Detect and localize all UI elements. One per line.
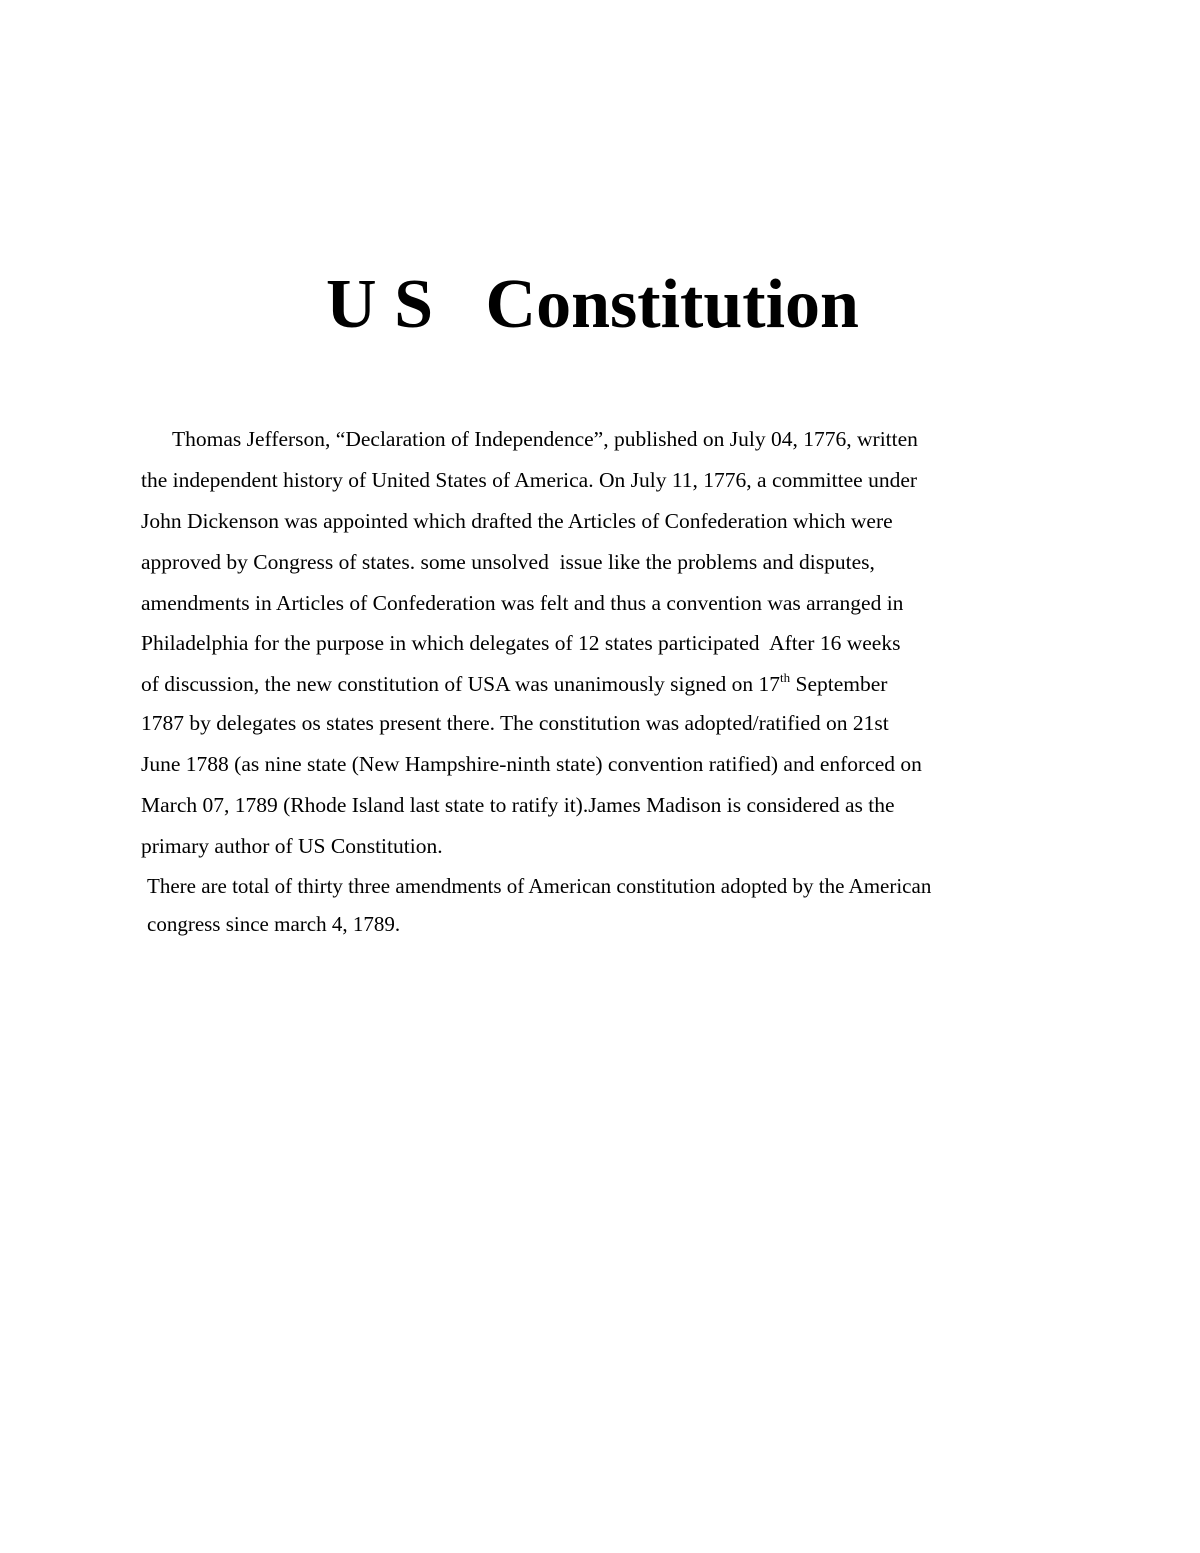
paragraph-line: June 1788 (as nine state (New Hampshire-ninth state) convention ratified) and enforced on xyxy=(141,752,922,776)
paragraph-line: congress since march 4, 1789. xyxy=(147,912,401,936)
paragraph-line: Philadelphia for the purpose in which delegates of 12 states participated After 16 weeks xyxy=(141,631,901,655)
paragraph-line: John Dickenson was appointed which drafted the Articles of Confederation which were xyxy=(141,509,893,533)
paragraph-line-with-superscript xyxy=(141,670,887,698)
paragraph-line: primary author of US Constitution. xyxy=(141,834,443,858)
paragraph-line: amendments in Articles of Confederation was felt and thus a convention was arranged in xyxy=(141,591,904,615)
paragraph-line: Thomas Jefferson, “Declaration of Independence”, published on July 04, 1776, written xyxy=(172,427,918,451)
line-text: of discussion, the new constitution of USA was unanimously signed on 17 xyxy=(141,672,780,696)
paragraph-line: approved by Congress of states. some unsolved issue like the problems and disputes, xyxy=(141,550,875,574)
paragraph-line: the independent history of United States of America. On July 11, 1776, a committee under xyxy=(141,468,918,492)
ordinal-superscript: th xyxy=(780,670,791,685)
paragraph-line: 1787 by delegates os states present there. The constitution was adopted/ratified on 21st xyxy=(141,711,889,735)
paragraph-line: There are total of thirty three amendments of American constitution adopted by the American xyxy=(147,874,932,898)
paragraph-line: March 07, 1789 (Rhode Island last state to ratify it).James Madison is considered as the xyxy=(141,793,895,817)
line-text: September xyxy=(790,672,888,696)
page-title: U S Constitution xyxy=(326,266,859,343)
